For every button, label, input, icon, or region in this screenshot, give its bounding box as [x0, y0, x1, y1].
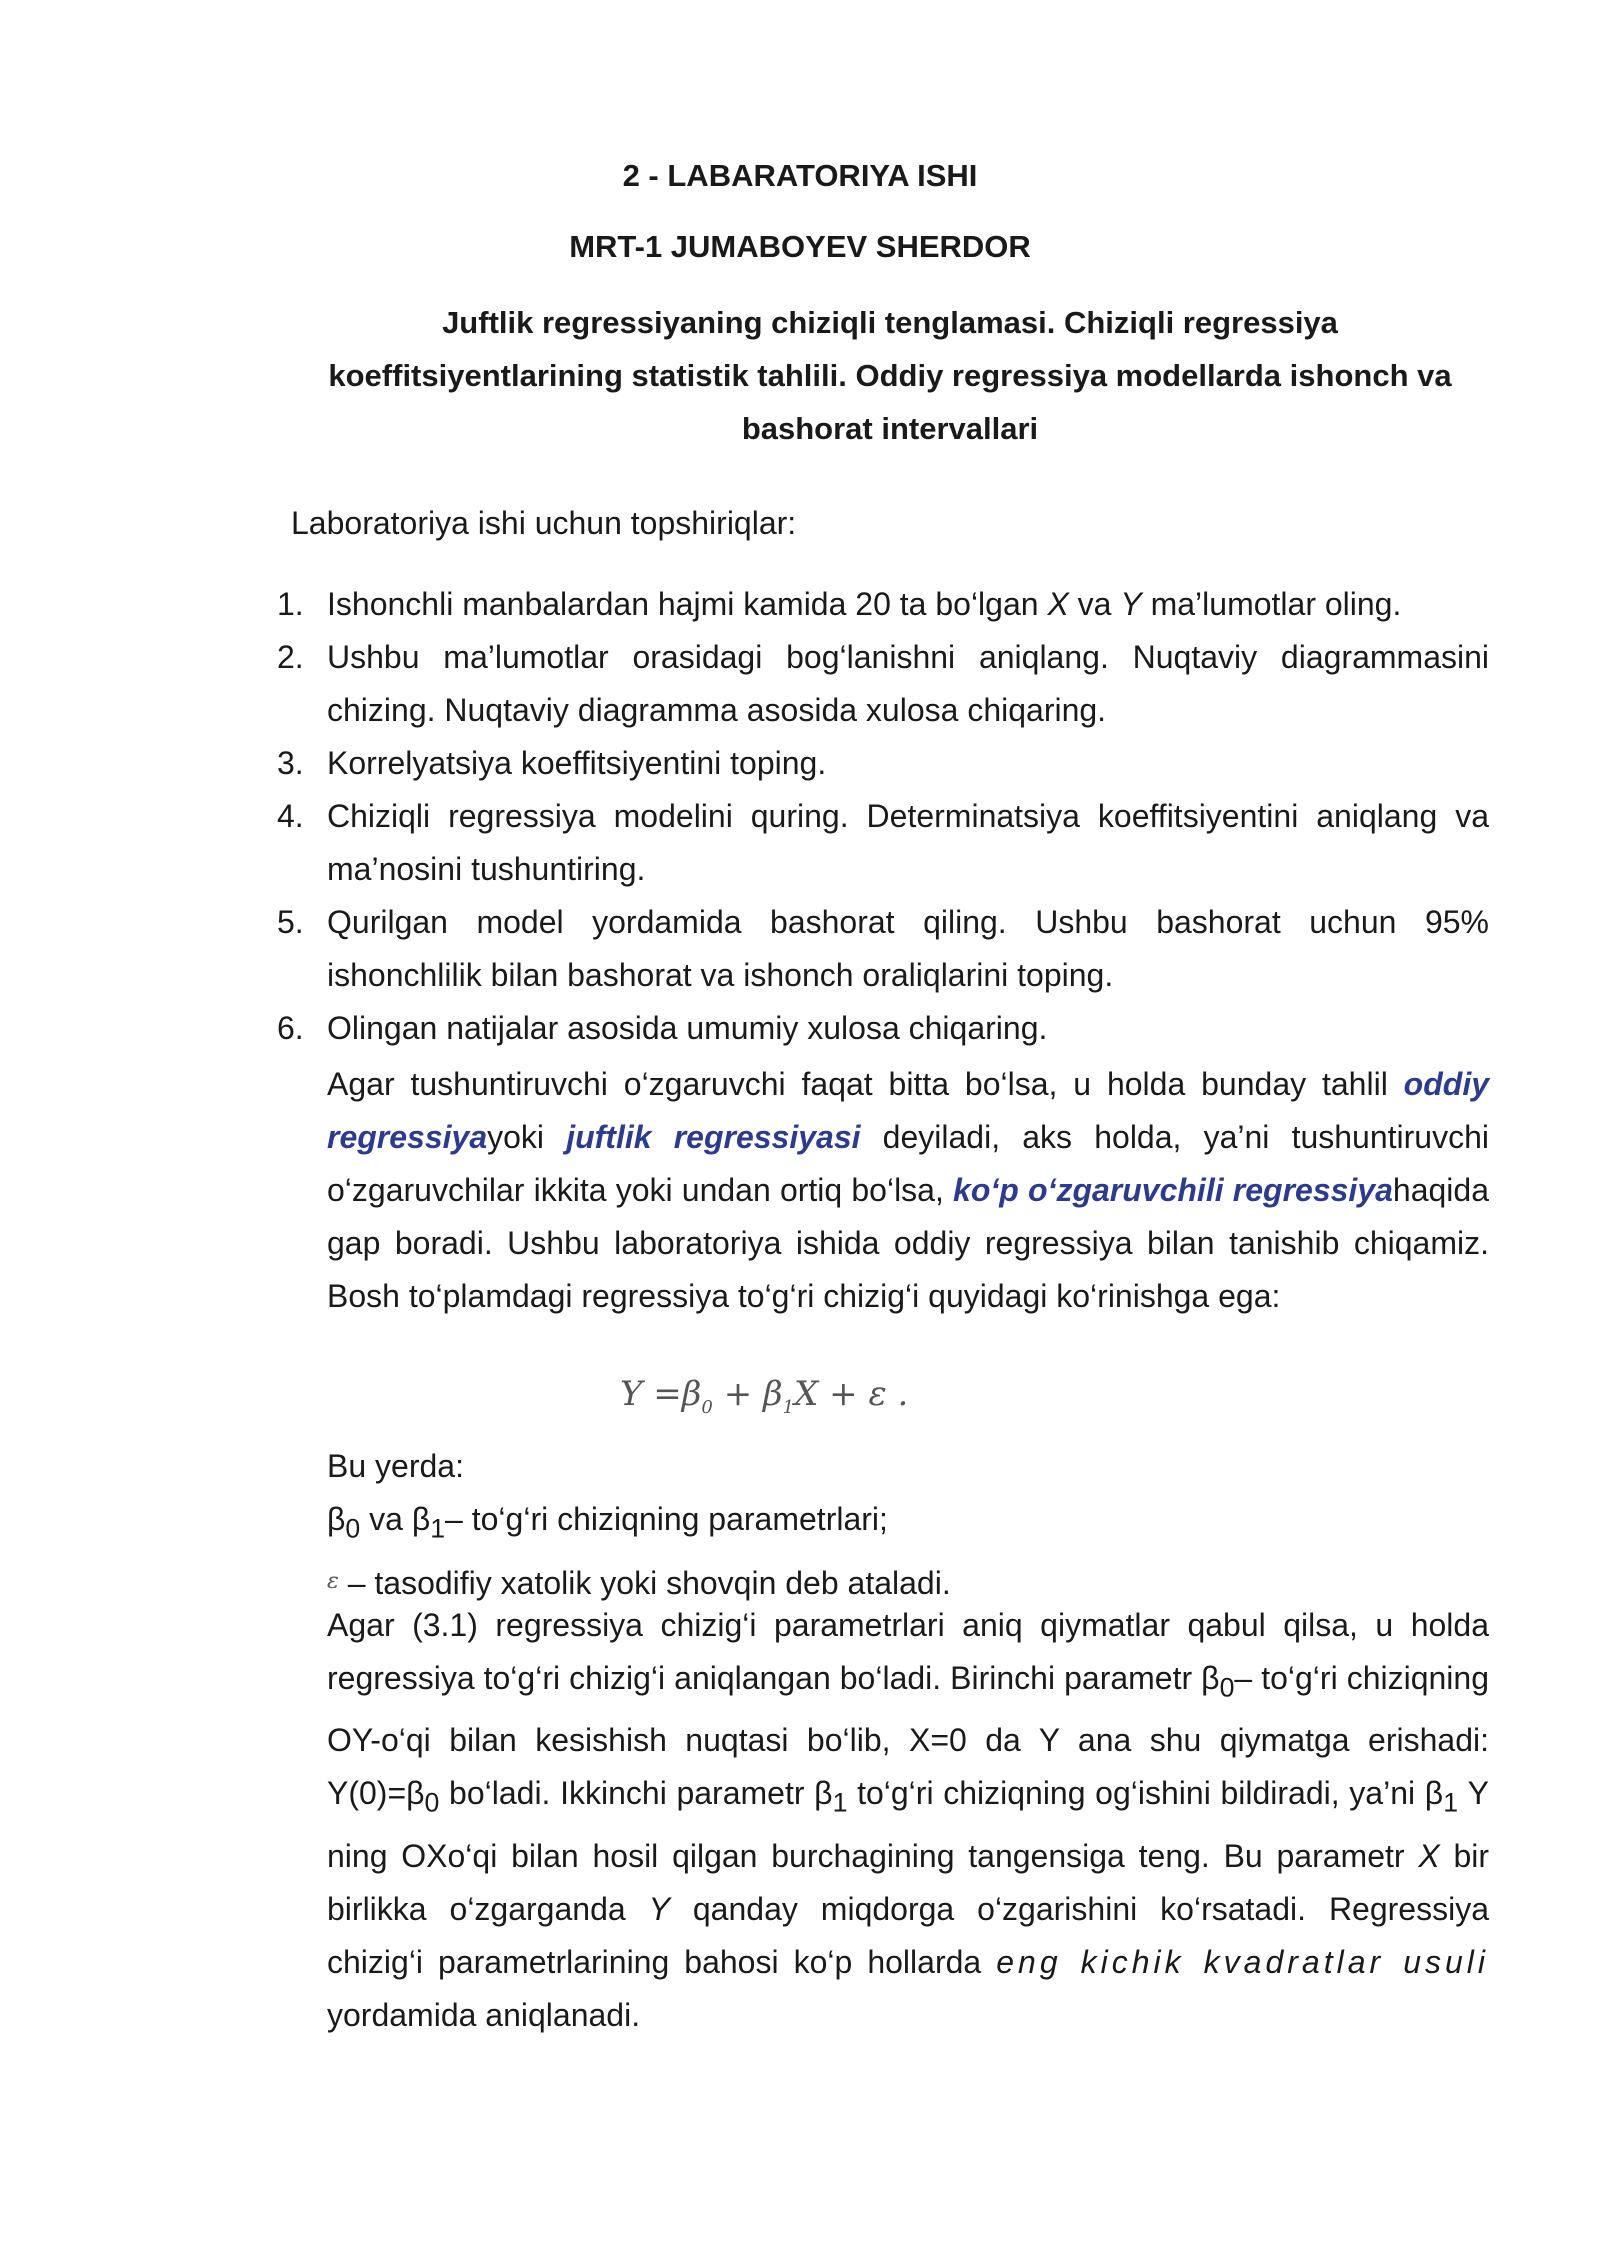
var-x: X: [1047, 586, 1069, 622]
paragraph-text: bo‘ladi. Ikkinchi parametr β: [439, 1775, 833, 1812]
formula-plus: +: [723, 1374, 753, 1414]
definition-text: va β: [360, 1501, 431, 1537]
formula-beta1: β: [763, 1374, 783, 1414]
paragraph-regression-intro: [327, 1058, 1489, 1323]
formula-x: X: [794, 1374, 819, 1414]
task-number: 4.: [277, 798, 304, 834]
task-text: Qurilgan model yordamida bashorat qiling. Ushbu bashorat uchun 95% ishonchlilik bilan bashorat va ishonch oraliqlarini toping.: [327, 904, 1489, 993]
task-item: [277, 1002, 1489, 1055]
subscript: 0: [1219, 1672, 1235, 1703]
document-title: 2 - LABARATORIYA ISHI: [622, 158, 978, 193]
task-text: Ishonchli manbalardan hajmi kamida 20 ta bo‘lgan: [327, 586, 1048, 622]
term-multiple-regression: ko‘p o‘zgaruvchili regressiya: [953, 1172, 1393, 1208]
var-y: Y: [1120, 586, 1142, 622]
term-simple-regression: oddiy regressiya: [327, 1066, 1489, 1155]
subscript: 1: [832, 1787, 848, 1818]
subtitle-line-2: koeffitsiyentlarining statistik tahlili. Oddiy regressiya modellarda ishonch va: [328, 358, 1452, 393]
task-text: va: [1068, 586, 1121, 622]
paragraph-text: yoki: [487, 1119, 567, 1155]
paragraph-text: yordamida aniqlanadi.: [327, 1996, 641, 2033]
subscript: 1: [430, 1513, 446, 1544]
formula-sub: 1: [782, 1396, 795, 1418]
regression-formula: [620, 1374, 908, 1418]
formula-sub: 0: [701, 1396, 713, 1418]
definitions-intro: Bu yerda:: [327, 1448, 464, 1484]
subtitle-line-3: bashorat intervallari: [741, 411, 1039, 446]
task-item: [277, 790, 1489, 896]
term-least-squares: eng kichik kvadratlar usuli: [996, 1943, 1490, 1980]
task-item: [277, 896, 1489, 1002]
epsilon-symbol: ε: [327, 1569, 339, 1595]
task-number: 1.: [277, 586, 304, 622]
document-subtitle: [270, 296, 1510, 455]
definition-text: – to‘g‘ri chiziqning parametrlari;: [445, 1501, 888, 1537]
paragraph-text: Y ning OXo‘qi bilan hosil qilgan burchagining tangensiga teng. Bu parametr: [327, 1775, 1490, 1874]
task-list: [0, 578, 1489, 1055]
task-item: [277, 631, 1489, 737]
paragraph-text: qanday miqdorga o‘zgarishini ko‘rsatadi. Regressiya chizig‘i parametrlarining bahosi ko‘p hollarda: [327, 1890, 1489, 1980]
task-text: Korrelyatsiya koeffitsiyentini toping.: [327, 745, 827, 781]
task-item: [277, 737, 1489, 790]
var-x: X: [1418, 1837, 1440, 1874]
task-text: Chiziqli regressiya modelini quring. Determinatsiya koeffitsiyentini aniqlang va ma’nosini tushuntiring.: [327, 798, 1489, 887]
var-y: Y: [648, 1890, 670, 1927]
formula-beta0: β: [681, 1374, 702, 1414]
subscript: 0: [424, 1787, 440, 1818]
subscript: 0: [345, 1513, 361, 1544]
paragraph-text: bir birlikka o‘zgarganda: [327, 1837, 1490, 1927]
definition-text: – tasodifiy xatolik yoki shovqin deb ataladi.: [338, 1565, 951, 1602]
formula-y: Y: [620, 1374, 643, 1414]
subtitle-line-1: Juftlik regressiyaning chiziqli tenglamasi. Chiziqli regressiya: [442, 305, 1338, 340]
formula-plus: +: [829, 1374, 858, 1414]
beta-symbol: β: [327, 1501, 346, 1537]
formula-epsilon: ε: [868, 1374, 887, 1414]
tasks-intro: Laboratoriya ishi uchun topshiriqlar:: [291, 505, 797, 541]
task-number: 6.: [277, 1010, 304, 1046]
term-pair-regression: juftlik regressiyasi: [566, 1119, 861, 1155]
author-line: MRT-1 JUMABOYEV SHERDOR: [569, 229, 1031, 264]
definitions-block: [327, 1440, 951, 1610]
task-item: [277, 578, 1489, 631]
definition-beta: [327, 1493, 951, 1555]
subscript: 1: [1443, 1787, 1459, 1818]
paragraph-text: Agar (3.1) regressiya chizig‘i parametrlari aniq qiymatlar qabul qilsa, u holda regressiya to‘g‘ri chizig‘i aniqlangan bo‘ladi. Birinchi parametr β: [327, 1607, 1489, 1696]
paragraph-text: Agar tushuntiruvchi o‘zgaruvchi faqat bitta bo‘lsa, u holda bunday tahlil: [327, 1066, 1404, 1102]
task-number: 2.: [277, 639, 304, 675]
task-text: Ushbu ma’lumotlar orasidagi bog‘lanishni aniqlang. Nuqtaviy diagrammasini chizing. Nuqtaviy diagramma asosida xulosa chiqaring.: [327, 639, 1489, 728]
paragraph-parameters: [327, 1599, 1489, 2042]
paragraph-text: deyiladi, aks holda, ya’ni tushuntiruvchi o‘zgaruvchilar ikkita yoki undan ortiq bo‘lsa,: [327, 1119, 1490, 1208]
task-text: ma’lumotlar oling.: [1141, 586, 1402, 622]
formula-dot: .: [897, 1374, 909, 1414]
paragraph-text: to‘g‘ri chiziqning og‘ishini bildiradi, ya’ni β: [847, 1775, 1444, 1812]
paragraph-text: haqida gap boradi. Ushbu laboratoriya ishida oddiy regressiya bilan tanishib chiqamiz. Bosh to‘plamdagi regressiya to‘g‘ri chizig‘i quyidagi ko‘rinishga ega:: [327, 1172, 1489, 1314]
formula-equals: =: [653, 1374, 682, 1414]
paragraph-text: – to‘g‘ri chiziqning OY-o‘qi bilan kesishish nuqtasi bo‘lib, X=0 da Y ana shu qiymatga erishadi: Y(0)=β: [327, 1660, 1490, 1812]
task-text: Olingan natijalar asosida umumiy xulosa chiqaring.: [327, 1010, 1048, 1046]
task-number: 5.: [277, 904, 304, 940]
task-number: 3.: [277, 745, 304, 781]
